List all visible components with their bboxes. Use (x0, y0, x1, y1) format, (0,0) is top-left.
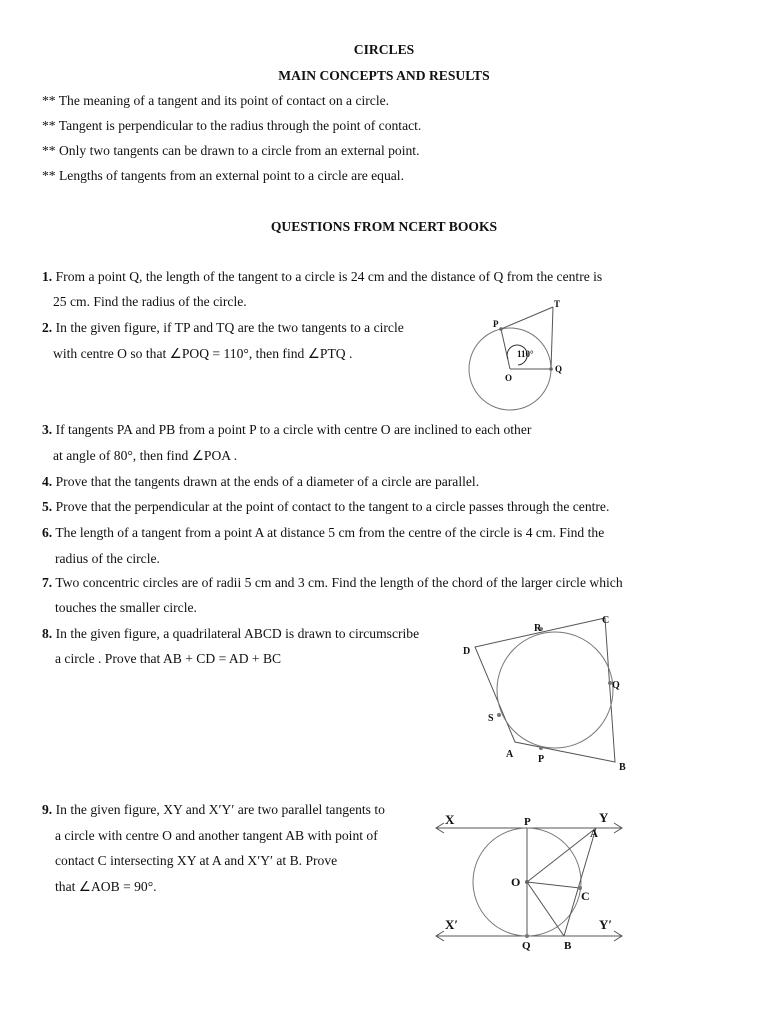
label-p: P (524, 816, 531, 828)
question-9-line-2: a circle with centre O and another tangent AB with point of (55, 828, 378, 843)
label-o: O (505, 373, 513, 383)
point-o-dot (525, 880, 529, 884)
tangent-tp (501, 307, 553, 329)
point-q-dot (549, 367, 553, 371)
question-5-line-1 (42, 499, 609, 515)
label-x-prime: X′ (445, 917, 459, 932)
label-c: C (581, 889, 590, 903)
question-9-line-4: that ∠AOB = 90°. (55, 879, 157, 894)
question-4-line-1 (42, 474, 479, 490)
quadrilateral-abcd (475, 618, 615, 762)
label-d: D (463, 646, 471, 657)
question-9-line-3: contact C intersecting XY at A and X′Y′ at B. Prove (55, 853, 338, 868)
figure-parallel-tangents (430, 805, 630, 955)
incircle (497, 632, 613, 748)
question-text: In the given figure, if TP and TQ are the two tangents to a circle (55, 320, 404, 335)
point-s-dot (497, 713, 501, 717)
question-text: Prove that the perpendicular at the point of contact to the tangent to a circle passes through the centre. (55, 499, 610, 514)
figure-tangents-tp-tq (460, 295, 580, 420)
question-3-line-2: at angle of 80°, then find ∠POA . (53, 448, 238, 463)
question-text: Prove that the tangents drawn at the ends of a diameter of a circle are parallel. (55, 474, 480, 489)
question-6-line-1 (42, 525, 604, 541)
label-y-prime: Y′ (599, 917, 613, 932)
angle-label: 110° (517, 349, 534, 359)
section-heading: QUESTIONS FROM NCERT BOOKS (270, 219, 498, 234)
question-number: 2. (42, 320, 53, 335)
question-9-line-1 (42, 802, 385, 818)
figure-quadrilateral-abcd (455, 607, 635, 777)
label-q: Q (555, 364, 563, 374)
question-2-line-2: with centre O so that ∠POQ = 110°, then find ∠PTQ . (53, 346, 353, 361)
tangent-tq (551, 307, 553, 369)
question-text: Two concentric circles are of radii 5 cm and 3 cm. Find the length of the chord of the larger circle which (55, 575, 623, 590)
label-p: P (538, 754, 545, 765)
label-a: A (506, 749, 514, 760)
question-8-line-1 (42, 626, 419, 642)
page-subtitle: MAIN CONCEPTS AND RESULTS (278, 68, 490, 83)
label-a: A (590, 828, 598, 840)
page-title: CIRCLES (353, 42, 415, 57)
question-8-line-2: a circle . Prove that AB + CD = AD + BC (55, 651, 282, 666)
question-number: 9. (42, 802, 53, 817)
label-q: Q (612, 680, 620, 691)
segment-oc (527, 882, 580, 888)
question-text: In the given figure, a quadrilateral ABCD is drawn to circumscribe (55, 626, 420, 641)
question-number: 8. (42, 626, 53, 641)
label-b: B (564, 940, 572, 952)
concept-item: ** The meaning of a tangent and its point of contact on a circle. (42, 93, 390, 108)
question-number: 1. (42, 269, 53, 284)
question-7-line-2: touches the smaller circle. (55, 600, 197, 615)
segment-ob (527, 882, 564, 936)
question-3-line-1 (42, 422, 531, 438)
question-text: From a point Q, the length of the tangent to a circle is 24 cm and the distance of Q from the centre is (55, 269, 603, 284)
question-6-line-2: radius of the circle. (55, 551, 160, 566)
question-text: If tangents PA and PB from a point P to a circle with centre O are inclined to each other (55, 422, 532, 437)
question-text: In the given figure, XY and X′Y′ are two parallel tangents to (55, 802, 385, 817)
label-s: S (488, 713, 494, 724)
tangent-ab (564, 828, 596, 936)
label-o: O (511, 875, 521, 889)
question-7-line-1 (42, 575, 623, 591)
segment-oa (527, 828, 596, 882)
label-q: Q (522, 940, 531, 952)
question-number: 3. (42, 422, 53, 437)
point-p-dot (499, 327, 503, 331)
label-y: Y (599, 810, 609, 825)
question-1-line-1 (42, 269, 602, 285)
question-number: 4. (42, 474, 53, 489)
label-t: T (554, 299, 561, 309)
question-text: The length of a tangent from a point A at distance 5 cm from the centre of the circle is 4 cm. Find the (55, 525, 605, 540)
label-c: C (602, 615, 610, 626)
label-b: B (619, 762, 626, 773)
label-x: X (445, 812, 455, 827)
concept-item: ** Only two tangents can be drawn to a circle from an external point. (42, 143, 420, 158)
question-2-line-1 (42, 320, 404, 336)
point-q-dot (525, 934, 529, 938)
concept-item: ** Tangent is perpendicular to the radius through the point of contact. (42, 118, 422, 133)
question-number: 6. (42, 525, 53, 540)
question-1-line-2: 25 cm. Find the radius of the circle. (53, 294, 247, 309)
label-r: R (534, 623, 542, 634)
concept-item: ** Lengths of tangents from an external point to a circle are equal. (42, 168, 404, 183)
question-number: 7. (42, 575, 53, 590)
point-p-dot (539, 746, 543, 750)
question-number: 5. (42, 499, 53, 514)
label-p: P (493, 319, 499, 329)
